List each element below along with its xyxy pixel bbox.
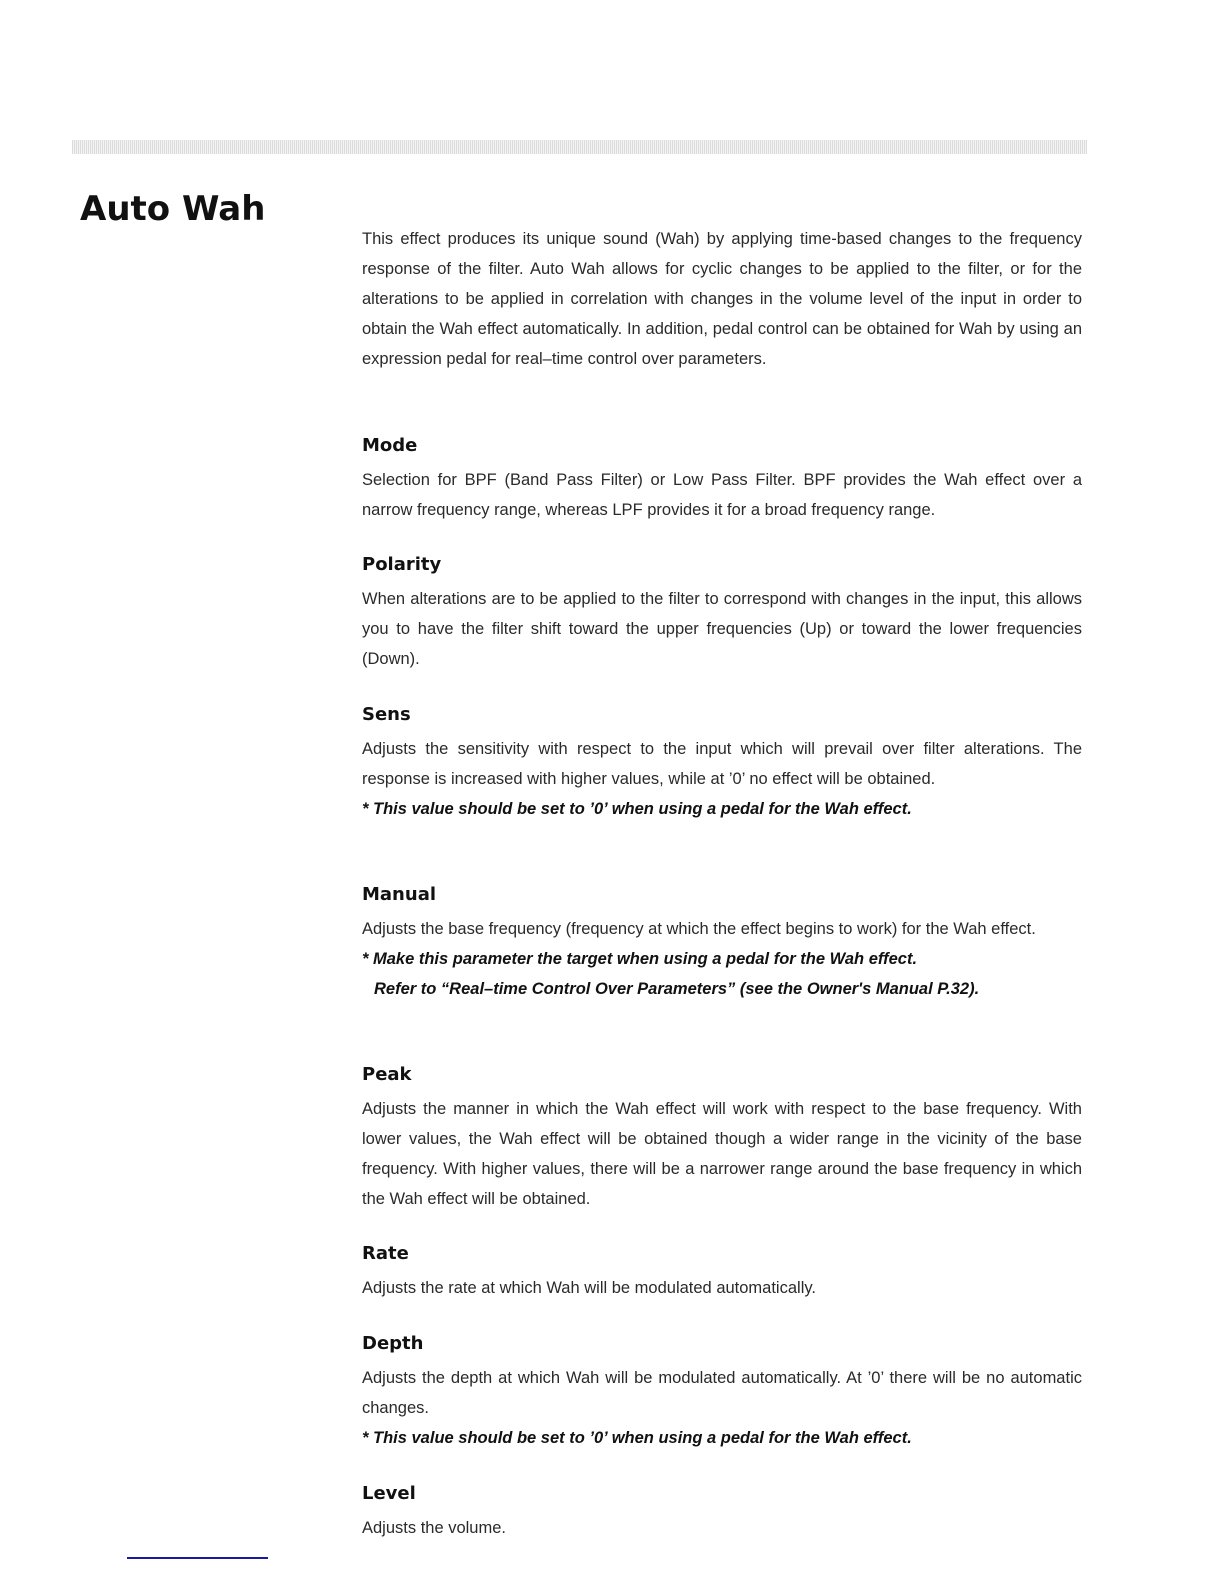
- intro-section: [362, 224, 1082, 374]
- section-text: When alterations are to be applied to the filter to correspond with changes in the input, this allows you to have the filter shift toward the upper frequencies (Up) or toward the lower frequencies (Down).: [362, 590, 1082, 668]
- section-rate: [362, 1241, 1082, 1303]
- section-heading: Level: [362, 1483, 416, 1504]
- section-depth: [362, 1331, 1082, 1453]
- section-polarity: [362, 552, 1082, 674]
- footer-rule: [127, 1557, 268, 1559]
- header-band: [72, 140, 1087, 154]
- section-manual: [362, 882, 1082, 1004]
- section-peak: [362, 1062, 1082, 1214]
- section-note: * Make this parameter the target when using a pedal for the Wah effect.: [362, 950, 918, 968]
- section-text: Selection for BPF (Band Pass Filter) or Low Pass Filter. BPF provides the Wah effect over a narrow frequency range, whereas LPF provides it for a broad frequency range.: [362, 471, 1082, 519]
- section-sens: [362, 702, 1082, 824]
- section-heading: Mode: [362, 435, 418, 456]
- section-note: * This value should be set to ’0’ when using a pedal for the Wah effect.: [362, 800, 912, 818]
- section-text: Adjusts the base frequency (frequency at which the effect begins to work) for the Wah effect.: [362, 920, 1036, 938]
- section-text: Adjusts the manner in which the Wah effect will work with respect to the base frequency. With lower values, the Wah effect will be obtained though a wider range in the vicinity of the base frequency. With higher values, there will be a narrower range around the base frequency in which the Wah effect will be obtained.: [362, 1100, 1082, 1208]
- section-heading: Sens: [362, 704, 411, 725]
- section-level: [362, 1481, 1082, 1543]
- section-note-reference: Refer to “Real–time Control Over Parameters” (see the Owner's Manual P.32).: [374, 980, 980, 998]
- section-text: Adjusts the volume.: [362, 1519, 506, 1537]
- section-text: Adjusts the sensitivity with respect to the input which will prevail over filter alterations. The response is increased with higher values, while at ’0’ no effect will be obtained.: [362, 740, 1082, 788]
- section-heading: Polarity: [362, 554, 442, 575]
- intro-text: This effect produces its unique sound (Wah) by applying time-based changes to the frequency response of the filter. Auto Wah allows for cyclic changes to be applied to the filter, or for the alterations to be applied in correlation with changes in the volume level of the input in order to obtain the Wah effect automatically. In addition, pedal control can be obtained for Wah by using an expression pedal for real–time control over parameters.: [362, 230, 1082, 368]
- section-heading: Manual: [362, 884, 437, 905]
- section-mode: [362, 433, 1082, 525]
- page-title: Auto Wah: [80, 188, 266, 229]
- section-heading: Rate: [362, 1243, 409, 1264]
- section-heading: Depth: [362, 1333, 424, 1354]
- section-heading: Peak: [362, 1064, 412, 1085]
- section-text: Adjusts the depth at which Wah will be modulated automatically. At ’0’ there will be no automatic changes.: [362, 1369, 1082, 1417]
- section-text: Adjusts the rate at which Wah will be modulated automatically.: [362, 1279, 816, 1297]
- section-note: * This value should be set to ’0’ when using a pedal for the Wah effect.: [362, 1429, 912, 1447]
